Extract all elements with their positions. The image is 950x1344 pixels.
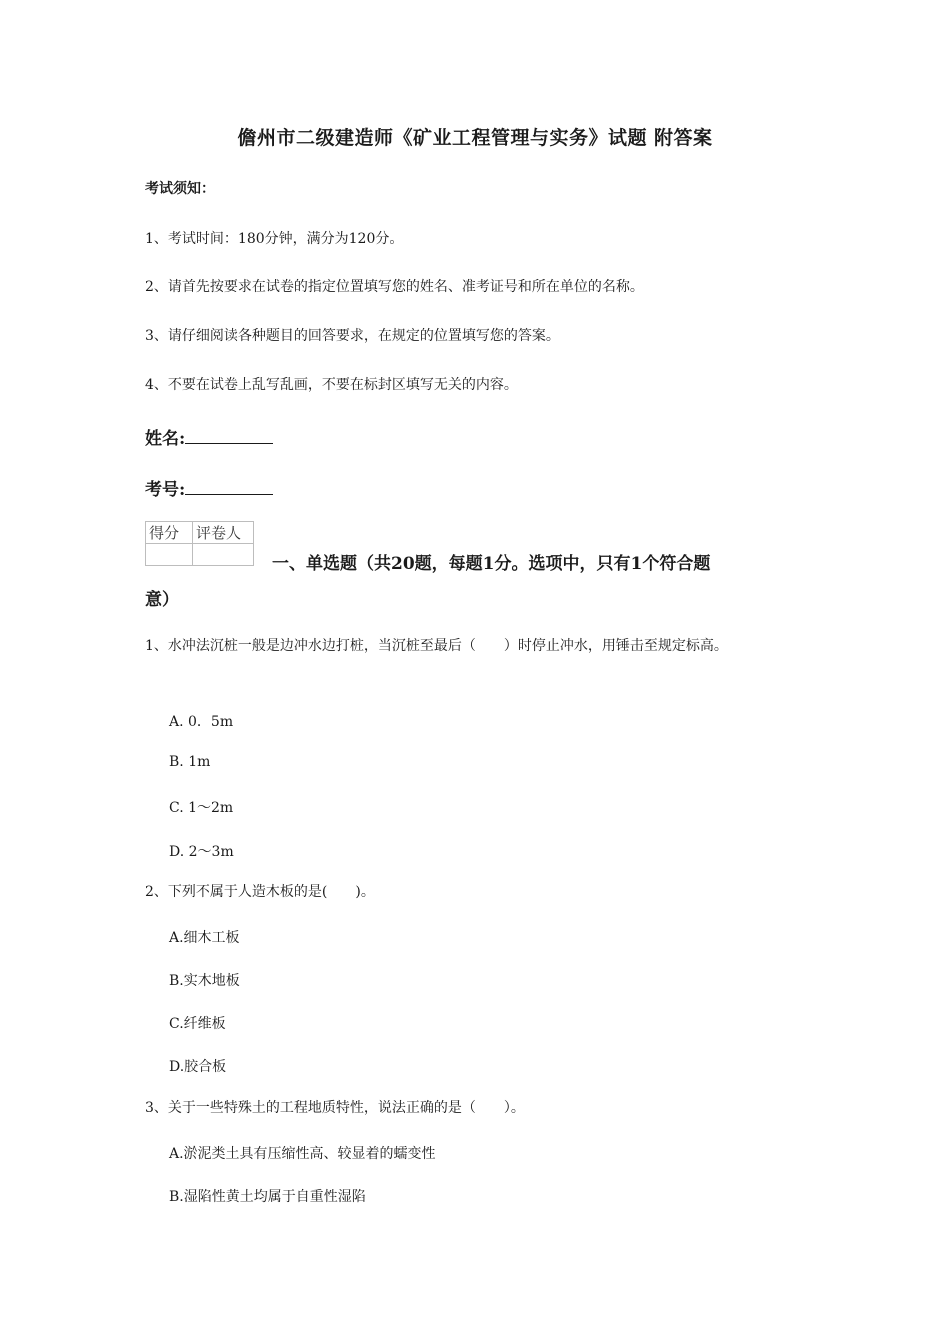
- name-label: 姓名:: [145, 429, 186, 449]
- grader-cell[interactable]: [193, 544, 254, 566]
- id-blank[interactable]: [185, 478, 273, 495]
- question-option: C.纤维板: [169, 1016, 226, 1032]
- notice-item: 3、请仔细阅读各种题目的回答要求，在规定的位置填写您的答案。: [145, 328, 560, 344]
- notice-item: 4、不要在试卷上乱写乱画，不要在标封区填写无关的内容。: [145, 377, 518, 393]
- notice-item: 2、请首先按要求在试卷的指定位置填写您的姓名、准考证号和所在单位的名称。: [145, 279, 644, 295]
- score-table: [145, 521, 254, 566]
- section-heading: 一、单选题（共20题，每题1分。选项中，只有1个符合题: [272, 554, 711, 574]
- question-option: B.湿陷性黄土均属于自重性湿陷: [169, 1189, 366, 1205]
- notice-item: 1、考试时间：180分钟，满分为120分。: [145, 231, 404, 247]
- score-header: 得分: [146, 522, 193, 544]
- question-option: C. 1～2m: [169, 800, 234, 816]
- question-text: 2、下列不属于人造木板的是( )。: [145, 884, 375, 900]
- question-option: D. 2～3m: [169, 844, 234, 860]
- question-option: A.细木工板: [169, 930, 240, 946]
- question-option: A. 0．5m: [169, 714, 234, 730]
- name-field: [145, 424, 273, 449]
- question-text: 3、关于一些特殊土的工程地质特性，说法正确的是（ ）。: [145, 1100, 525, 1116]
- question-option: B.实木地板: [169, 973, 240, 989]
- name-blank[interactable]: [185, 427, 273, 444]
- section-heading-continued: 意）: [145, 590, 179, 610]
- id-label: 考号:: [145, 480, 186, 500]
- question-option: B. 1m: [169, 754, 211, 770]
- score-cell[interactable]: [146, 544, 193, 566]
- document-title: 儋州市二级建造师《矿业工程管理与实务》试题 附答案: [237, 127, 713, 149]
- notice-heading: 考试须知：: [145, 181, 215, 197]
- question-text: 1、水冲法沉桩一般是边冲水边打桩，当沉桩至最后（ ）时停止冲水，用锤击至规定标高。: [145, 638, 728, 654]
- id-field: [145, 475, 273, 500]
- grader-header: 评卷人: [193, 522, 254, 544]
- question-option: A.淤泥类土具有压缩性高、较显着的蠕变性: [169, 1146, 436, 1162]
- question-option: D.胶合板: [169, 1059, 227, 1075]
